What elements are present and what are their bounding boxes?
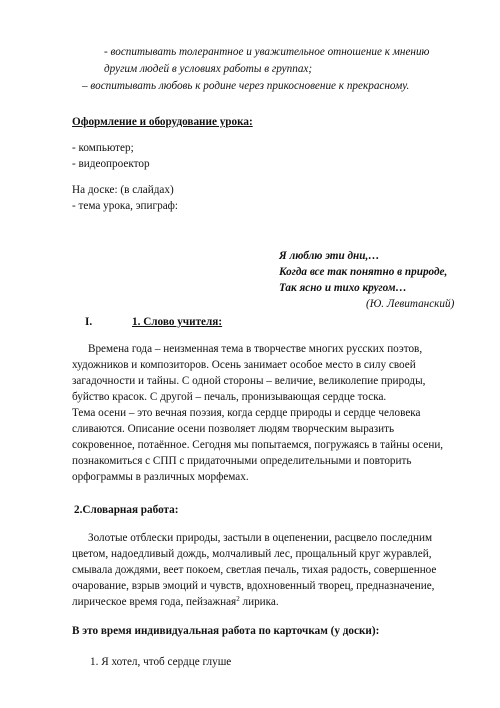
section1-heading: 1. Слово учителя: — [132, 316, 223, 328]
section2-line-5-text: лирическое время года, пейзажная — [72, 596, 237, 608]
section2-last-word: лирика. — [242, 596, 279, 608]
section1-line-6: сливаются. Описание осени позволяет людям творческим выразить — [72, 423, 395, 435]
section1-line-1: Времена года – неизменная тема в творчестве многих русских поэтов, — [88, 343, 423, 355]
section2-line-5 — [72, 594, 279, 610]
goal-line-2: другим людей в условиях работы в группах; — [104, 63, 313, 75]
board-item: - тема урока, эпиграф: — [72, 200, 179, 212]
epigraph-line-3: Так ясно и тихо кругом… — [279, 282, 407, 294]
section2-line-2: цветом, надоедливый дождь, молчаливый лес, прощальный круг журавлей, — [72, 548, 432, 560]
board-label: На доске: (в слайдах) — [72, 184, 174, 196]
footnote-mark: 2 — [236, 595, 240, 603]
section1-line-4: буйство красок. С другой – печаль, пронизывающая сердце тоска. — [72, 391, 387, 403]
equipment-heading: Оформление и оборудование урока: — [72, 116, 253, 128]
section2-heading: 2.Словарная работа: — [74, 504, 179, 516]
section2-line-1: Золотые отблески природы, застыли в оцепенении, расцвело последним — [88, 532, 433, 544]
epigraph-line-1: Я люблю эти дни,… — [279, 250, 380, 262]
goal-line-1: - воспитывать толерантное и уважительное отношение к мнению — [104, 46, 430, 58]
epigraph-author: (Ю. Левитанский) — [366, 298, 455, 310]
section1-line-2: художников и композиторов. Осень занимает особое место в силу своей — [72, 359, 416, 371]
section1-line-9: орфограммы в различных морфемах. — [72, 471, 249, 483]
section1-roman-numeral: I. — [85, 316, 93, 328]
section1-line-3: загадочности и тайны. С одной стороны – величие, великолепие природы, — [72, 375, 426, 387]
epigraph-line-2: Когда все так понятно в природе, — [279, 266, 448, 278]
section2-line-4: очарование, взрыв эмоций и чувств, вдохновенный творец, предназначение, — [72, 580, 435, 592]
section1-line-7: сокровенное, потаённое. Сегодня мы попытаемся, погружаясь в тайны осени, — [72, 439, 444, 451]
individual-work-heading: В это время индивидуальная работа по карточкам (у доски): — [72, 625, 380, 637]
section1-line-5: Тема осени – это вечная поэзия, когда сердце природы и сердце человека — [72, 407, 421, 419]
equipment-item-projector: - видеопроектор — [72, 158, 150, 170]
section1-line-8: познакомиться с СПП с придаточными определительными и повторить — [72, 455, 412, 467]
equipment-item-computer: - компьютер; — [72, 142, 134, 154]
poem-first-line: 1. Я хотел, чтоб сердце глуше — [90, 656, 232, 668]
goal-line-3: – воспитывать любовь к родине через прикосновение к прекрасному. — [82, 80, 410, 92]
section2-line-3: смывала дождями, веет покоем, светлая печаль, тихая радость, совершенное — [72, 564, 437, 576]
